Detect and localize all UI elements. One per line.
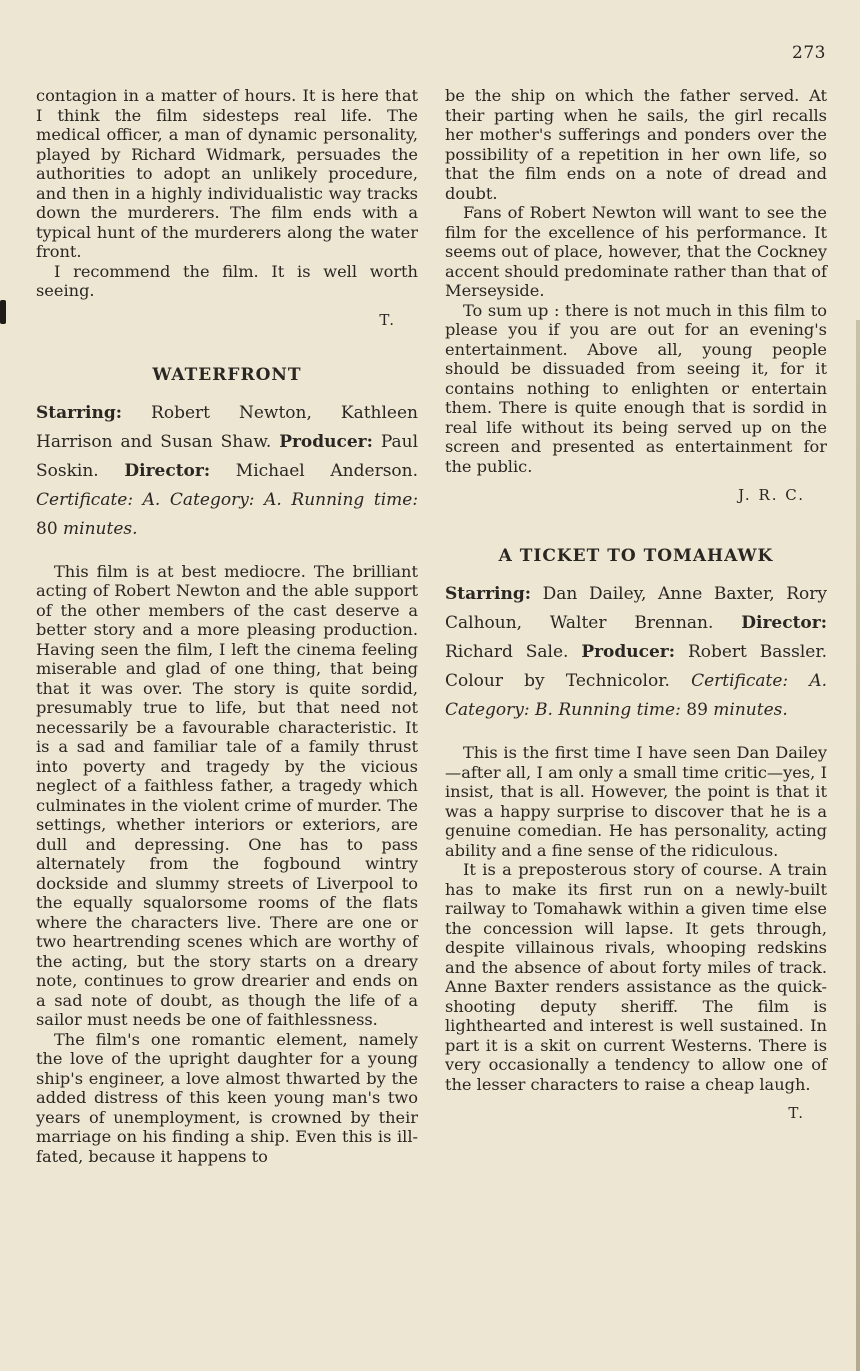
certificate-label: Certificate: (36, 489, 134, 510)
continued-paragraph: be the ship on which the father served. At their parting when he sails, the girl recalls her mother's sufferings and ponders over the possibility of a repetition in her own life, so that the film ends on a note of dread and doubt. (445, 86, 827, 203)
review-paragraph: This film is at best mediocre. The brilliant acting of Robert Newton and the able support of the other members of the cast deserve a better story and a more pleasing production. Having seen the film, I left the cinema feeling miserable and glad of one thing, that being that it was over. The story is quite sordid, presumably true to life, but that need not necessarily be a favourable characteristic. It is a sad and familiar tale of a family thrust into poverty and tragedy by the vicious neglect of a faithless father, a tragedy which culminates in the violent crime of murder. The settings, whether interiors or exteriors, are dull and depressing. One has to pass alternately from the fogbound wintry dockside and slummy streets of Liverpool to the equally squalorsome rooms of the flats where the characters live. There are one or two heartrending scenes which are worthy of the acting, but the story starts on a dreary note, continues to grow drearier and ends on a sad note of doubt, as though the life of a sailor must needs be one of faithlessness. (36, 561, 418, 1029)
producer-value: Paul Soskin. (36, 431, 419, 481)
review-paragraph: It is a preposterous story of course. A train has to make its first run on a newly-built railway to Tomahawk within a given time else the concession will lapse. It gets through, despite villainous rivals, whooping redskins and the absence of about forty miles of track. Anne Baxter renders assistance as the quick-shooting deputy sheriff. The film is lighthearted and interest is well sustained. In part it is a skit on current Westerns. There is very occasionally a tendency to allow one of the lesser characters to raise a cheap laugh. (445, 860, 827, 1094)
running-time-unit: minutes. (63, 518, 138, 539)
director-value: Michael Anderson. (235, 460, 419, 481)
review-paragraph: This is the first time I have seen Dan Dailey—after all, I am only a small time critic—yes, I insist, that is all. However, the point is that it was a happy surprise to discover that he is a genuine comedian. He has personality, acting ability and a fine sense of the ridiculous. (445, 743, 827, 860)
starring-label: Starring: (36, 402, 123, 423)
certificate-value: A. (809, 671, 828, 691)
director-label: Director: (124, 460, 211, 481)
category-label: Category: (445, 700, 530, 720)
colour-note: Colour by Technicolor. (445, 671, 670, 691)
producer-label: Producer: (279, 431, 373, 452)
category-value: A. (264, 489, 282, 510)
category-value: B. (535, 700, 553, 720)
running-time-unit: minutes. (713, 700, 788, 720)
page-number: 273 (792, 43, 826, 63)
director-label: Director: (741, 613, 827, 633)
right-column (445, 86, 827, 1122)
certificate-value: A. (142, 489, 161, 510)
director-value: Richard Sale. (445, 642, 569, 662)
continued-paragraph: Fans of Robert Newton will want to see the film for the excellence of his performance. It seems out of place, however, that the Cockney accent should predominate rather than that of Merseyside. (445, 203, 827, 300)
producer-value: Robert Bassler. (687, 642, 827, 662)
binding-edge (856, 320, 860, 1371)
starring-label: Starring: (445, 584, 532, 604)
review-signature: T. (379, 310, 396, 329)
review-paragraph: The film's one romantic element, namely the love of the upright daughter for a young ship's engineer, a love almost thwarted by the added distress of this keen young man's two years of unemployment, is crowned by their marriage on his finding a ship. Even this is ill-fated, because it happens to (36, 1029, 418, 1166)
starring-value: Dan Dailey, Anne Baxter, Rory Calhoun, Walter Brennan. (445, 584, 827, 633)
credits-block (36, 399, 418, 544)
running-time-value: 80 (36, 518, 58, 539)
certificate-label: Certificate: (691, 671, 789, 691)
continued-paragraph: To sum up : there is not much in this film to please you if you are out for an evening's entertainment. Above all, young people should be dissuaded from seeing it, for it contains nothing to enlighten or entertain them. There is quite enough that is sordid in real life without its being served up on the screen and presented as entertainment for the public. (445, 300, 827, 476)
review-title: A TICKET TO TOMAHAWK (498, 546, 774, 566)
credits-block (445, 580, 827, 725)
review-signature: J. R. C. (738, 486, 805, 504)
margin-mark (0, 300, 6, 324)
running-time-value: 89 (686, 700, 708, 720)
review-signature: T. (788, 1104, 805, 1122)
starring-value: Robert Newton, Kathleen Harrison and Susan Shaw. (36, 402, 418, 452)
left-column (36, 86, 418, 1166)
continued-paragraph: I recommend the film. It is well worth seeing. (36, 261, 418, 300)
running-time-label: Running time: (558, 700, 681, 720)
continued-paragraph: contagion in a matter of hours. It is here that I think the film sidesteps real life. The medical officer, a man of dynamic personality, played by Richard Widmark, persuades the authorities to adopt an unlikely procedure, and then in a highly individualistic way tracks down the murderers. The film ends with a typical hunt of the murderers along the water front. (36, 86, 418, 261)
running-time-label: Running time: (291, 489, 419, 510)
review-title: WATERFRONT (152, 364, 302, 385)
category-label: Category: (169, 489, 255, 510)
producer-label: Producer: (581, 642, 676, 662)
